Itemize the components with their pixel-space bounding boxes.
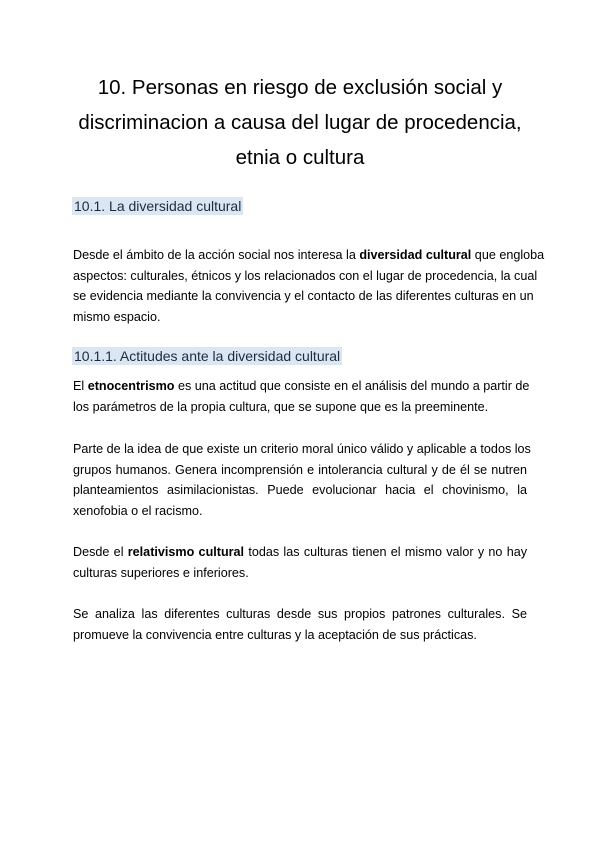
text-run: es una actitud que consiste en el análisis del mundo a partir de [174,379,530,393]
paragraph-etnocentrismo [73,376,530,417]
paragraph-line: grupos humanos. Genera incomprensión e intolerancia cultural y de él se nutren [73,462,527,477]
paragraph-line: Parte de la idea de que existe un criterio moral único válido y aplicable a todos los [73,442,531,456]
text-run: que engloba [471,248,545,262]
bold-term-relativismo-cultural: relativismo cultural [127,545,245,559]
paragraph-criterio-moral [73,439,531,521]
text-run: El [73,379,88,393]
section-heading-text: 10.1.1. Actitudes ante la diversidad cultural [74,348,341,364]
section-heading-text: 10.1. La diversidad cultural [74,198,242,214]
text-run: todas las culturas tienen el mismo valor y no hay [244,545,527,559]
paragraph-line [73,542,527,563]
title-line-1: 10. Personas en riesgo de exclusión social y [97,76,503,99]
bold-term-etnocentrismo: etnocentrismo [87,379,175,393]
paragraph-line: aspectos: culturales, étnicos y los relacionados con el lugar de procedencia, la cual [73,268,538,283]
paragraph-patrones-culturales [73,604,527,645]
paragraph-line [73,376,530,397]
paragraph-diversidad-cultural [73,245,545,327]
paragraph-line: xenofobia o el racismo. [73,503,203,518]
paragraph-line: promueve la convivencia entre culturas y la aceptación de sus prácticas. [73,627,477,642]
page-title [60,70,540,175]
paragraph-line [73,245,545,266]
paragraph-line: planteamientos asimilacionistas. Puede evolucionar hacia el chovinismo, la [73,483,527,497]
paragraph-line: culturas superiores e inferiores. [73,565,249,580]
text-run: Desde el ámbito de la acción social nos interesa la [73,248,360,262]
section-heading-diversidad-cultural [72,197,243,215]
paragraph-line: los parámetros de la propia cultura, que se supone que es la preeminente. [73,399,489,414]
title-line-2: discriminacion a causa del lugar de procedencia, [78,111,522,134]
paragraph-relativismo-cultural [73,542,527,583]
paragraph-line: se evidencia mediante la convivencia y el contacto de las diferentes culturas en un [73,289,534,303]
text-run: Desde el [73,545,128,559]
paragraph-line: mismo espacio. [73,309,161,324]
section-heading-actitudes [72,347,342,365]
title-line-3: etnia o cultura [235,146,365,169]
paragraph-line: Se analiza las diferentes culturas desde sus propios patrones culturales. Se [73,607,527,621]
bold-term-diversidad-cultural: diversidad cultural [359,248,472,262]
